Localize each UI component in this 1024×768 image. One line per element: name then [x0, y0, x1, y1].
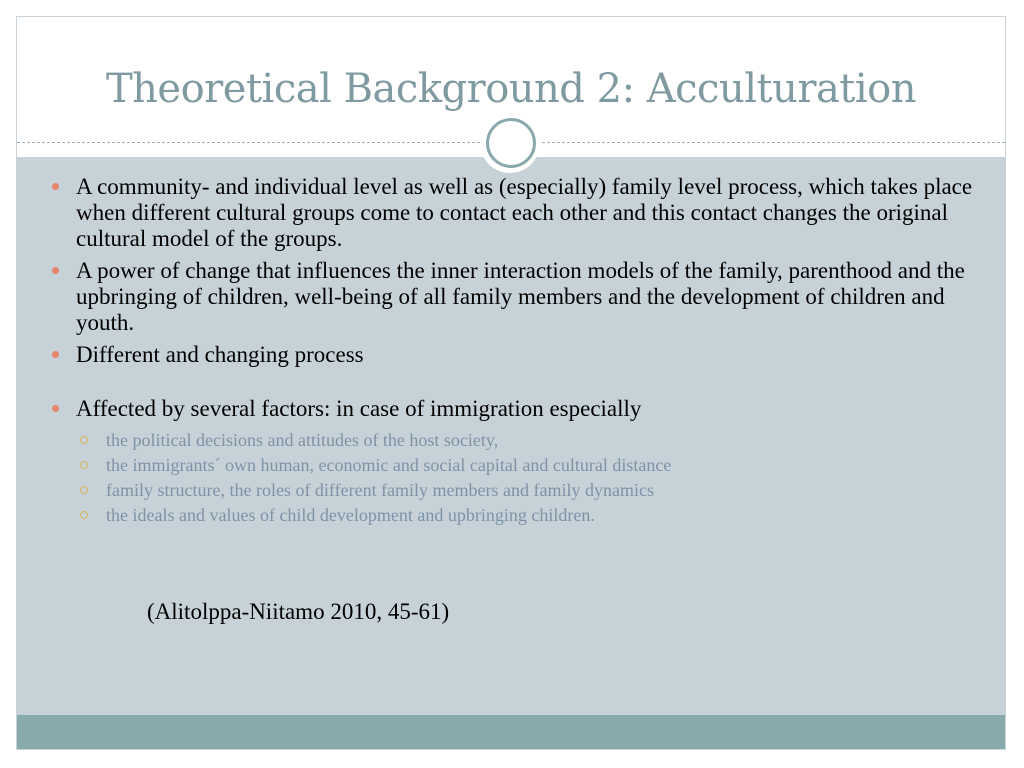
bullet-dot-icon — [52, 183, 59, 190]
hollow-circle-bullet-icon — [80, 436, 88, 444]
bullet-text: A power of change that influences the inner interaction models of the family, parenthood and the upbringing of children, well-being of all family members and the development of children and youth. — [76, 258, 965, 335]
sub-bullet-text: the immigrants´ own human, economic and social capital and cultural distance — [106, 455, 672, 475]
hollow-circle-bullet-icon — [80, 486, 88, 494]
circle-ornament-icon — [486, 118, 536, 168]
hollow-circle-bullet-icon — [80, 461, 88, 469]
bullet-item — [48, 174, 978, 252]
bullet-text: Different and changing process — [76, 342, 364, 367]
bullet-item — [48, 258, 978, 336]
sub-bullet-item — [48, 503, 978, 528]
bullet-text: Affected by several factors: in case of immigration especially — [76, 396, 642, 421]
sub-bullet-text: family structure, the roles of different family members and family dynamics — [106, 480, 654, 500]
bullet-dot-icon — [52, 267, 59, 274]
footer-bar — [17, 715, 1005, 749]
sub-bullet-item — [48, 428, 978, 453]
bullet-dot-icon — [52, 351, 59, 358]
sub-bullet-item — [48, 478, 978, 503]
slide-body — [48, 174, 978, 528]
sub-bullet-text: the ideals and values of child development and upbringing children. — [106, 505, 595, 525]
sub-bullet-item — [48, 453, 978, 478]
slide-title: Theoretical Background 2: Acculturation — [105, 66, 917, 112]
bullet-text: A community- and individual level as well as (especially) family level process, which takes place when different cultural groups come to contact each other and this contact changes the original cultural model of the groups. — [76, 174, 973, 251]
bullet-item — [48, 342, 978, 368]
bullet-item — [48, 396, 978, 422]
sub-bullet-text: the political decisions and attitudes of the host society, — [106, 430, 499, 450]
bullet-dot-icon — [52, 405, 59, 412]
hollow-circle-bullet-icon — [80, 511, 88, 519]
citation: (Alitolppa-Niitamo 2010, 45-61) — [147, 599, 450, 624]
